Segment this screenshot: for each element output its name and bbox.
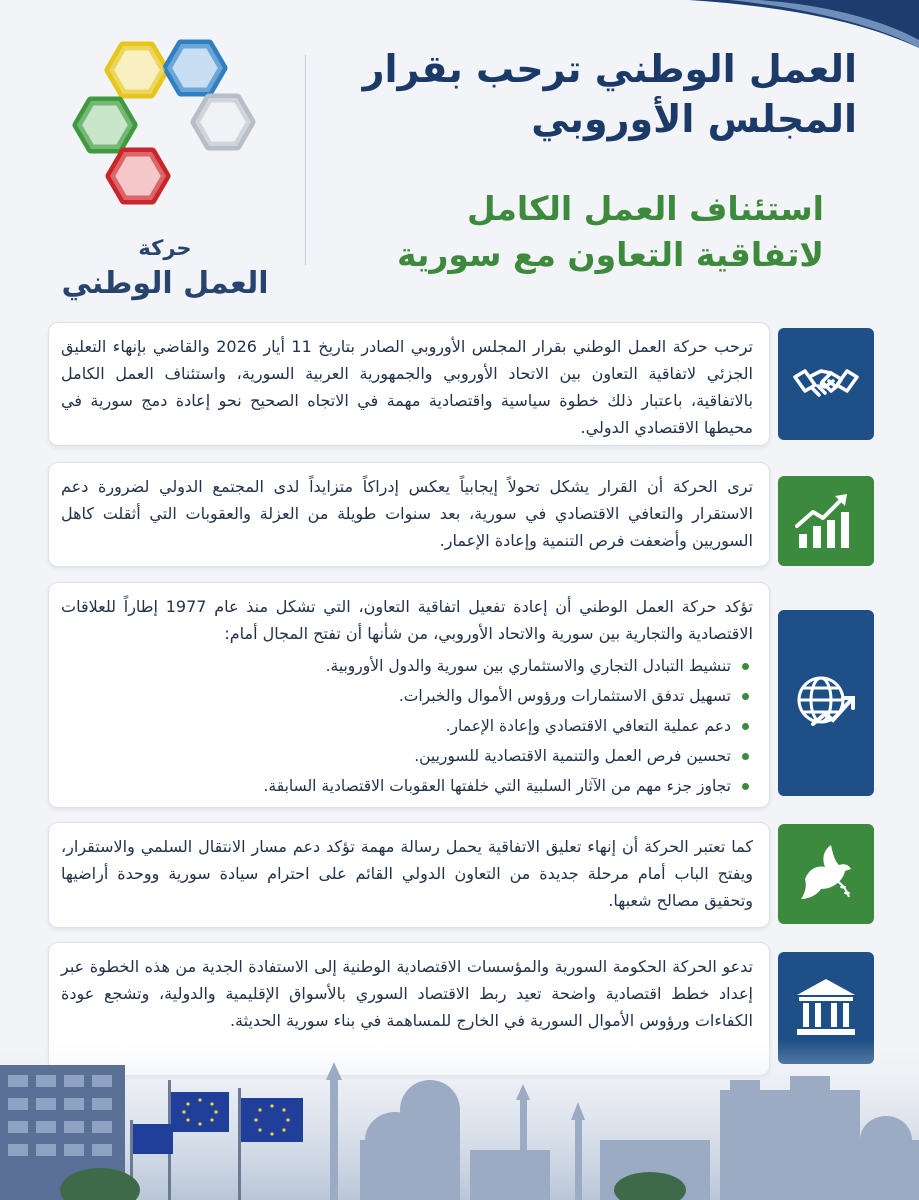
globe-trend-icon [791,668,861,738]
growth-chart-icon [791,486,861,556]
header-divider [305,55,306,265]
list-item: تحسين فرص العمل والتنمية الاقتصادية للسوريين. [61,741,731,771]
logo-big-text: العمل الوطني [61,266,269,301]
statement-card-3 [48,582,770,808]
handshake-icon [791,349,861,419]
list-item: دعم عملية التعافي الاقتصادي وإعادة الإعمار. [61,711,731,741]
statement-card-4 [48,822,770,928]
list-item: تجاوز جزء مهم من الآثار السلبية التي خلفتها العقوبات الاقتصادية السابقة. [61,771,731,801]
city-skyline-illustration [0,1040,919,1200]
statement-card-2 [48,462,770,567]
statement-text: كما تعتبر الحركة أن إنهاء تعليق الاتفاقية يحمل رسالة مهمة تؤكد دعم مسار الانتقال السلمي والاستقرار، ويفتح الباب أمام مرحلة جديدة من التعاون الدولي القائم على احترام سيادة سورية ووحدة أراضيها وتحقيق مصالح شعبها. [61,837,753,910]
page-subtitle: استئناف العمل الكامل لاتفاقية التعاون مع سورية [396,189,824,274]
peace-dove-icon [791,839,861,909]
movement-logo [60,30,270,300]
logo-small-text: حركة [138,236,192,260]
statement-text: ترى الحركة أن القرار يشكل تحولاً إيجابياً يعكس إدراكاً متزايداً لدى المجتمع الدولي لضرورة دعم الاستقرار والتعافي الاقتصادي في سورية، بعد سنوات طويلة من العزلة والعقوبات التي أثقلت كاهل السوريين وأضعفت فرص التنمية وإعادة الإعمار. [61,477,753,550]
statement-text: تدعو الحركة الحكومة السورية والمؤسسات الاقتصادية الوطنية إلى الاستفادة الجدية من هذه الخطوة عبر إعداد خطط اقتصادية واضحة تعيد ربط الاقتصاد السوري بالأسواق الإقليمية والدولية، وتشجع عودة الكفاءات ورؤوس الأموال السورية في الخارج للمساهمة في بناء سورية الحديثة. [61,957,753,1030]
statement-text: ترحب حركة العمل الوطني بقرار المجلس الأوروبي الصادر بتاريخ 11 أيار 2026 والقاضي بإنهاء التعليق الجزئي لاتفاقية التعاون بين الاتحاد الأوروبي والجمهورية العربية السورية، واستئناف العمل الكامل بالاتفاقية، باعتبار ذلك خطوة سياسية واقتصادية مهمة في الاتجاه الصحيح نحو إعادة دمج سورية في محيطها الاقتصادي الدولي. [61,337,753,437]
growth-chart-icon-box [778,476,874,566]
opportunity-list [61,651,753,801]
page-title: العمل الوطني ترحب بقرار المجلس الأوروبي [362,47,857,141]
institution-building-icon [791,973,861,1043]
list-item: تنشيط التبادل التجاري والاستثماري بين سورية والدول الأوروبية. [61,651,731,681]
handshake-icon-box [778,328,874,440]
header [0,0,919,310]
list-item: تسهيل تدفق الاستثمارات ورؤوس الأموال والخبرات. [61,681,731,711]
hexagon-logo-icon [60,30,270,240]
statement-card-1 [48,322,770,446]
peace-dove-icon-box [778,824,874,924]
globe-trend-icon-box [778,610,874,796]
statement-text: تؤكد حركة العمل الوطني أن إعادة تفعيل اتفاقية التعاون، التي تشكل منذ عام 1977 إطاراً للعلاقات الاقتصادية والتجارية بين سورية والاتحاد الأوروبي، من شأنها أن تفتح المجال أمام: [61,597,754,643]
